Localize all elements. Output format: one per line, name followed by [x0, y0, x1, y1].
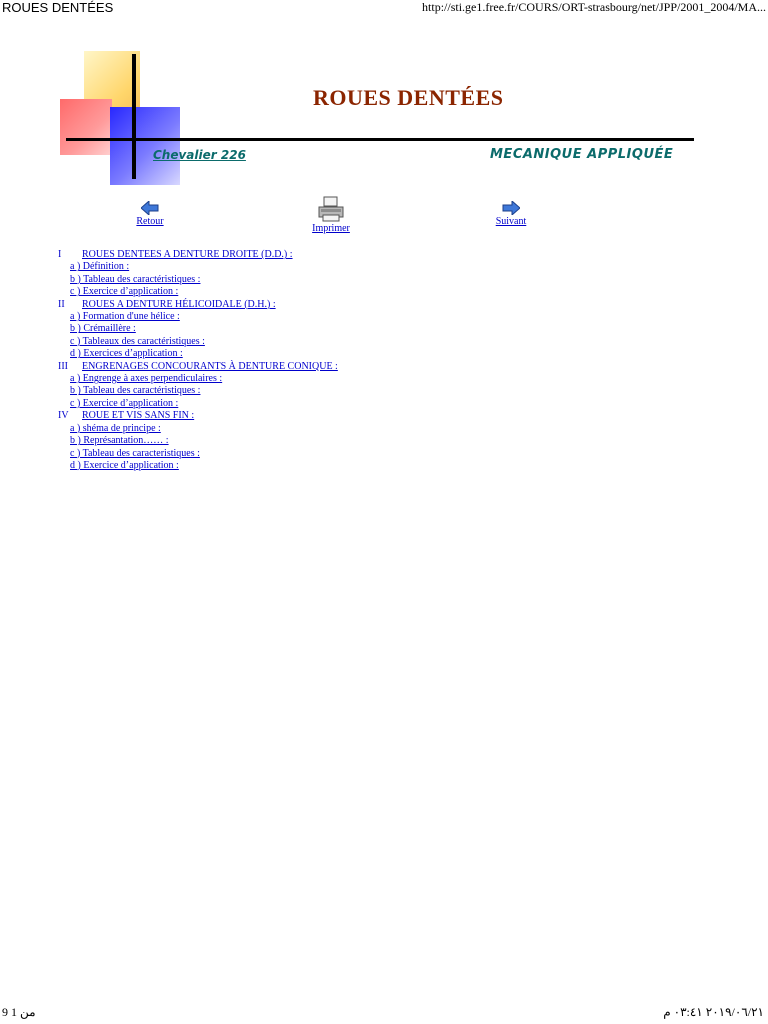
page-title: ROUES DENTÉES — [313, 85, 504, 110]
printer-icon — [317, 196, 345, 222]
print-header-title: ROUES DENTÉES — [2, 0, 114, 15]
toc-section-1[interactable]: I ROUES DENTEES A DENTURE DROITE (D.D.) : — [58, 249, 293, 260]
toc-section-3[interactable]: III ENGRENAGES CONCOURANTS À DENTURE CONIQUE : — [58, 360, 338, 372]
toc-item[interactable]: d ) Exercices d’application : — [70, 348, 183, 360]
print-link[interactable] — [302, 196, 360, 234]
vertical-rule — [132, 54, 136, 179]
back-label: Retour — [136, 216, 164, 227]
back-link[interactable] — [128, 201, 172, 227]
toc-item[interactable]: b ) Crémaillère : — [70, 323, 136, 335]
toc-item[interactable]: b ) Représantation…… : — [70, 435, 169, 447]
toc-item[interactable]: a ) Définition : — [70, 261, 130, 273]
toc-item[interactable]: c ) Exercice d’application : — [70, 286, 179, 298]
next-label: Suivant — [495, 216, 527, 227]
next-link[interactable] — [488, 201, 534, 227]
blue-square-decoration — [110, 107, 180, 185]
left-arrow-icon — [141, 201, 159, 215]
toc-item[interactable]: b ) Tableau des caractéristiques : — [70, 385, 201, 397]
right-arrow-icon — [502, 201, 520, 215]
toc-item[interactable]: a ) shéma de principe : — [70, 422, 161, 434]
toc-item[interactable]: a ) Formation d'une hélice : — [70, 311, 180, 323]
toc-item[interactable]: c ) Tableaux des caractéristiques : — [70, 335, 205, 347]
print-footer-datetime: ٢٠١٩/٠٦/٢١ ٠٣:٤١ م — [663, 1005, 764, 1019]
print-header-url: http://sti.ge1.free.fr/COURS/ORT-strasbourg/net/JPP/2001_2004/MA... — [422, 0, 766, 14]
toc-item[interactable]: a ) Engrenge à axes perpendiculaires : — [70, 373, 223, 385]
subject-label: MECANIQUE APPLIQUÉE — [490, 147, 674, 162]
table-of-contents — [58, 249, 658, 472]
banner — [58, 45, 698, 195]
author-link[interactable]: Chevalier 226 — [153, 148, 246, 162]
horizontal-rule — [66, 138, 694, 141]
toc-item[interactable]: c ) Tableau des caracteristiques : — [70, 447, 200, 459]
toc-section-4[interactable]: IV ROUE ET VIS SANS FIN : — [58, 410, 195, 422]
toc-section-2[interactable]: II ROUES A DENTURE HÉLICOIDALE (D.H.) : — [58, 298, 276, 310]
toc-item[interactable]: d ) Exercice d’application : — [70, 459, 179, 471]
print-footer-page: من 1 9 — [2, 1005, 36, 1019]
print-label: Imprimer — [312, 223, 350, 234]
toc-item[interactable]: b ) Tableau des caractéristiques : — [70, 273, 201, 285]
red-square-decoration — [60, 99, 112, 155]
toc-item[interactable]: c ) Exercice d’application : — [70, 397, 179, 409]
